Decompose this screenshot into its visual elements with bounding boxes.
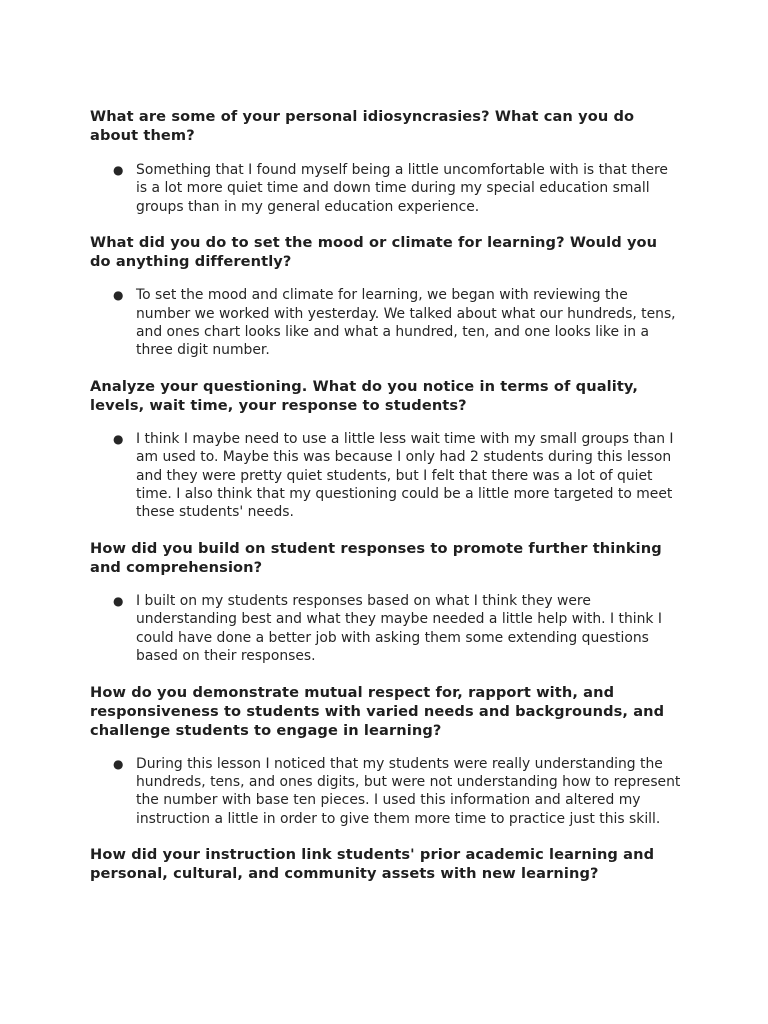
answer-text: I built on my students responses based on what I think they were understanding best and what they maybe needed a little help with. I think I could have done a better job with asking them some extending questions based on their responses. — [136, 592, 662, 665]
answer-text: I think I maybe need to use a little less wait time with my small groups than I am used to. Maybe this was because I only had 2 students during this lesson and they were pretty quiet students, but I felt that there was a lot of quiet time. I also think that my questioning could be a little more targeted to meet these students' needs. — [136, 430, 674, 521]
answer-item — [90, 430, 682, 522]
answer-list — [90, 286, 682, 360]
question-heading: How did you build on student responses to promote further thinking and comprehension? — [90, 539, 662, 576]
answer-list — [90, 430, 682, 522]
bullet-icon: ● — [113, 756, 124, 771]
answer-item — [90, 161, 682, 216]
answer-list — [90, 161, 682, 216]
answer-list — [90, 592, 682, 666]
bullet-icon: ● — [113, 431, 124, 446]
answer-text: To set the mood and climate for learning, we began with reviewing the number we worked with yesterday. We talked about what our hundreds, tens, and ones chart looks like and what a hundred, ten, and one looks like in a three digit number. — [136, 287, 676, 359]
question-heading: How did your instruction link students' prior academic learning and personal, cultural, and community assets with new learning? — [90, 846, 655, 883]
answer-item — [90, 592, 682, 666]
answer-item — [90, 286, 682, 360]
answer-item — [90, 755, 682, 829]
answer-text: During this lesson I noticed that my students were really understanding the hundreds, tens, and ones digits, but were not understanding how to represent the number with base ten pieces. I used this information and altered my instruction a little in order to give them more time to practice just this skill. — [136, 755, 681, 827]
bullet-icon: ● — [113, 593, 124, 608]
answer-list — [90, 755, 682, 829]
question-heading: What are some of your personal idiosyncrasies? What can you do about them? — [90, 108, 635, 144]
question-heading: How do you demonstrate mutual respect for, rapport with, and responsiveness to students with varied needs and backgrounds, and challenge students to engage in learning? — [90, 683, 665, 739]
question-heading: Analyze your questioning. What do you notice in terms of quality, levels, wait time, your response to students? — [90, 377, 639, 414]
bullet-icon: ● — [113, 288, 124, 303]
bullet-icon: ● — [113, 163, 124, 177]
answer-text: Something that I found myself being a little uncomfortable with is that there is a lot more quiet time and down time during my special education small groups than in my general education experience. — [136, 162, 668, 215]
question-heading: What did you do to set the mood or climate for learning? Would you do anything differently? — [90, 234, 658, 271]
